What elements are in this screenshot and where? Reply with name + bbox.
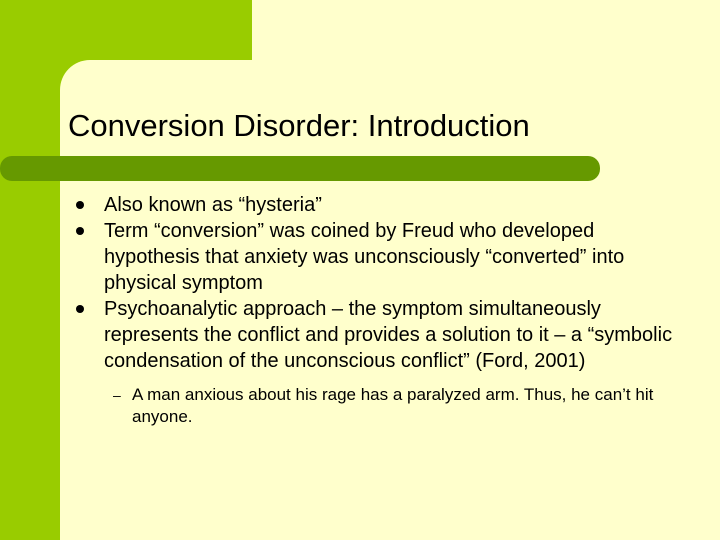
- bullet-text: Term “conversion” was coined by Freud who developed hypothesis that anxiety was unconsciously “converted” into physical symptom: [104, 220, 625, 294]
- bullet-list: [0, 192, 720, 428]
- bullet-text: Psychoanalytic approach – the symptom simultaneously represents the conflict and provides a solution to it – a “symbolic condensation of the unconscious conflict” (Ford, 2001): [104, 298, 673, 372]
- sub-bullet-text: A man anxious about his rage has a paralyzed arm. Thus, he can’t hit anyone.: [132, 385, 654, 426]
- bullet-item: [0, 218, 674, 296]
- top-accent-block: [252, 0, 720, 60]
- bullet-item: [0, 296, 674, 374]
- bullet-dot-icon: [76, 227, 84, 235]
- dash-icon: –: [113, 387, 121, 403]
- title-underline-bar: [0, 156, 600, 181]
- bullet-text: Also known as “hysteria”: [104, 194, 322, 216]
- bullet-dot-icon: [76, 201, 84, 209]
- slide-title: Conversion Disorder: Introduction: [68, 108, 530, 143]
- sub-bullet-item: [0, 384, 672, 428]
- bullet-dot-icon: [76, 305, 84, 313]
- bullet-item: [0, 192, 674, 218]
